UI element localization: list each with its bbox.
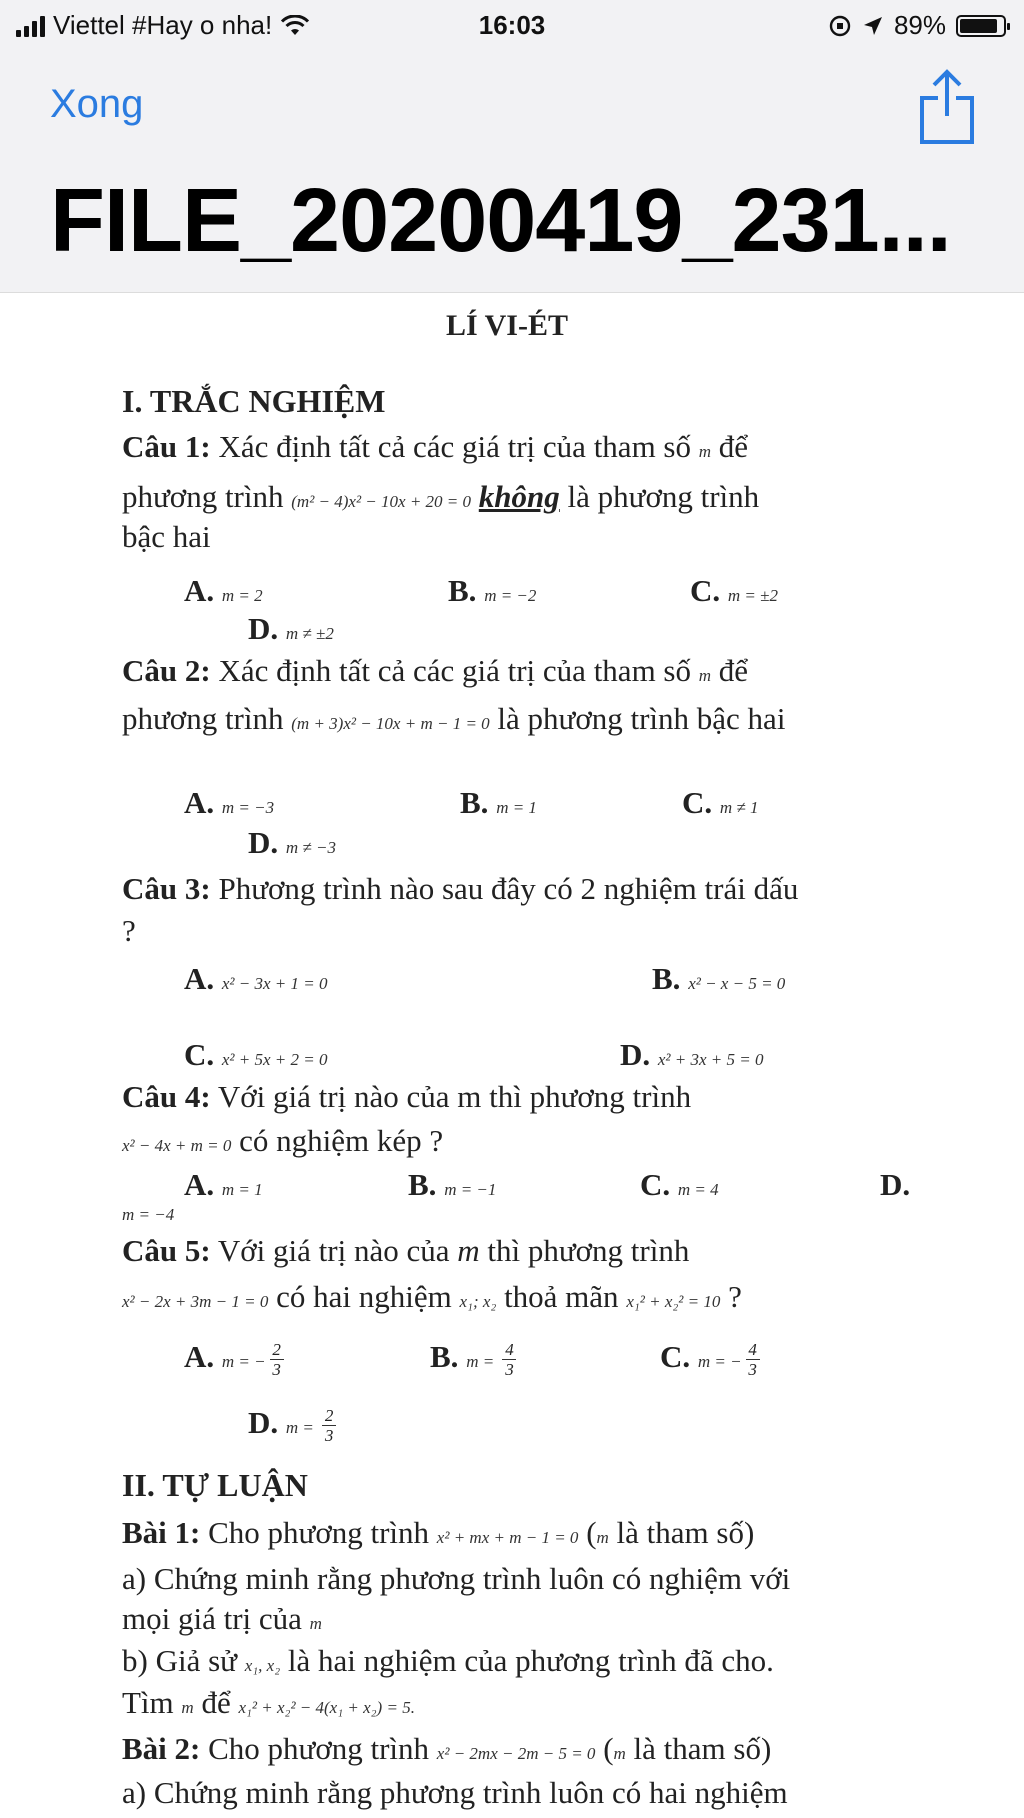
carrier-name: Viettel #Hay o nha! — [53, 10, 273, 40]
share-icon[interactable] — [916, 66, 978, 146]
q1-param: m — [698, 442, 712, 461]
q5-equation: x² − 2x + 3m − 1 = 0 — [122, 1292, 269, 1311]
q5-label: Câu 5: — [122, 1233, 211, 1268]
status-right — [828, 10, 1006, 41]
b2-param: m — [613, 1744, 626, 1763]
q1-line3: bậc hai — [122, 519, 211, 554]
q1-equation: (m² − 4)x² − 10x + 20 = 0 — [291, 492, 472, 511]
b1-a2: mọi giá trị của — [122, 1601, 302, 1636]
q3-option-a: A. x² − 3x + 1 = 0 — [184, 961, 328, 996]
q1-option-a: A. m = 2 — [184, 573, 263, 608]
b1-condition: x₁² + x₂² − 4(x₁ + x₂) = 5. — [238, 1698, 415, 1717]
q1-line2 — [122, 479, 759, 515]
q4-text1: Với giá trị nào của m thì phương trình — [210, 1079, 692, 1114]
q2-option-b: B. m = 1 — [460, 785, 537, 820]
b2-text1c: là tham số) — [625, 1731, 772, 1766]
q4-option-c: C. m = 4 — [640, 1167, 719, 1202]
q4-option-d-value: m = −4 — [122, 1205, 175, 1224]
q2-option-d: D. m ≠ −3 — [248, 825, 336, 860]
q1-line1 — [122, 429, 748, 465]
q3-line1 — [122, 871, 798, 907]
b2-line1 — [122, 1731, 771, 1767]
q4-equation: x² − 4x + m = 0 — [122, 1136, 232, 1155]
q4-line2 — [122, 1123, 443, 1159]
status-bar — [0, 0, 1024, 52]
q3-option-d: D. x² + 3x + 5 = 0 — [620, 1037, 764, 1072]
b1-b-param: m — [181, 1698, 194, 1717]
q4-label: Câu 4: — [122, 1079, 211, 1114]
q1-text2b: là phương trình — [559, 479, 760, 514]
q5-text3: thoả mãn — [496, 1279, 619, 1314]
b1-label: Bài 1: — [122, 1515, 201, 1550]
b1-b-text2: là hai nghiệm của phương trình đã cho. — [280, 1643, 774, 1678]
battery-level — [960, 19, 997, 33]
q5-text1b: thì phương trình — [479, 1233, 690, 1268]
b1-de: để — [193, 1685, 231, 1720]
q2-line2 — [122, 701, 785, 737]
b1-text1c: là tham số) — [608, 1515, 755, 1550]
q3-line2: ? — [122, 913, 136, 948]
q2-equation: (m + 3)x² − 10x + m − 1 = 0 — [291, 714, 490, 733]
b1-a2-param: m — [309, 1614, 322, 1633]
q1-label: Câu 1: — [122, 429, 211, 464]
section-essay: II. TỰ LUẬN — [122, 1467, 308, 1503]
b1-text1b: ( — [578, 1515, 597, 1550]
b1-part-a: a) Chứng minh rằng phương trình luôn có nghiệm với — [122, 1561, 791, 1596]
q2-label: Câu 2: — [122, 653, 211, 688]
q2-option-a: A. m = −3 — [184, 785, 275, 820]
q5-option-b: B. m = $\frac{4}{3}$ — [430, 1339, 516, 1380]
q2-param: m — [698, 666, 712, 685]
q3-option-c: C. x² + 5x + 2 = 0 — [184, 1037, 328, 1072]
q5-condition: x₁² + x₂² = 10 — [626, 1292, 721, 1311]
q5-param: m — [457, 1233, 480, 1268]
q5-text1: Với giá trị nào của — [210, 1233, 458, 1268]
q1-text1b: để — [711, 429, 749, 464]
q4-text2: có nghiệm kép ? — [231, 1123, 444, 1158]
b2-label: Bài 2: — [122, 1731, 201, 1766]
q5-roots: x₁; x₂ — [459, 1292, 497, 1311]
b1-line1 — [122, 1515, 754, 1551]
q2-text1b: để — [711, 653, 749, 688]
status-time: 16:03 — [478, 10, 546, 40]
cut-off-text-line — [140, 293, 920, 300]
q3-option-b: B. x² − x − 5 = 0 — [652, 961, 786, 996]
location-arrow-icon — [862, 15, 884, 37]
q1-option-b: B. m = −2 — [448, 573, 537, 608]
q5-option-d: D. m = $\frac{2}{3}$ — [248, 1405, 336, 1446]
q4-option-b: B. m = −1 — [408, 1167, 497, 1202]
b1-part-a-line2 — [122, 1601, 322, 1637]
b1-equation: x² + mx + m − 1 = 0 — [436, 1528, 579, 1547]
q1-option-d: D. m ≠ ±2 — [248, 611, 334, 646]
q1-text1: Xác định tất cả các giá trị của tham số — [210, 429, 691, 464]
done-button[interactable]: Xong — [50, 82, 144, 126]
q4-option-a: A. m = 1 — [184, 1167, 263, 1202]
b1-param: m — [596, 1528, 609, 1547]
viewer-nav-bar — [0, 52, 1024, 293]
document-page — [0, 293, 1024, 1818]
b1-roots: x₁, x₂ — [244, 1656, 281, 1675]
q5-option-c: C. m = − $\frac{4}{3}$ — [660, 1339, 760, 1380]
battery-icon — [956, 15, 1006, 37]
doc-heading: LÍ VI-ÉT — [446, 309, 568, 342]
q1-text2: phương trình — [122, 479, 284, 514]
document-title: FILE_20200419_231... — [50, 171, 951, 271]
q5-text2: có hai nghiệm — [268, 1279, 452, 1314]
b2-equation: x² − 2mx − 2m − 5 = 0 — [436, 1744, 596, 1763]
q5-option-a: A. m = − $\frac{2}{3}$ — [184, 1339, 284, 1380]
q1-khong: không — [478, 479, 560, 514]
b1-tim: Tìm — [122, 1685, 174, 1720]
orientation-lock-icon — [828, 14, 852, 38]
q5-line2 — [122, 1279, 742, 1315]
battery-percent: 89% — [893, 10, 946, 40]
q1-option-c: C. m = ±2 — [690, 573, 778, 608]
q2-text2: phương trình — [122, 701, 284, 736]
b2-text1: Cho phương trình — [200, 1731, 430, 1766]
q5-line1 — [122, 1233, 689, 1269]
b1-part-b-line2 — [122, 1685, 415, 1721]
b1-part-b — [122, 1643, 774, 1679]
b2-part-a: a) Chứng minh rằng phương trình luôn có hai nghiệm — [122, 1775, 788, 1810]
b1-text1: Cho phương trình — [200, 1515, 430, 1550]
section-multiple-choice: I. TRẮC NGHIỆM — [122, 383, 386, 419]
q2-text1: Xác định tất cả các giá trị của tham số — [210, 653, 691, 688]
b1-b-text: b) Giả sử — [122, 1643, 237, 1678]
q2-option-c: C. m ≠ 1 — [682, 785, 759, 820]
b2-text1b: ( — [595, 1731, 614, 1766]
q4-line1 — [122, 1079, 691, 1115]
q3-text1: Phương trình nào sau đây có 2 nghiệm trái dấu — [210, 871, 799, 906]
q5-qmark: ? — [720, 1279, 742, 1314]
q2-text2b: là phương trình bậc hai — [489, 701, 786, 736]
q2-line1 — [122, 653, 748, 689]
q4-option-d-key: D. — [880, 1167, 911, 1202]
q3-label: Câu 3: — [122, 871, 211, 906]
